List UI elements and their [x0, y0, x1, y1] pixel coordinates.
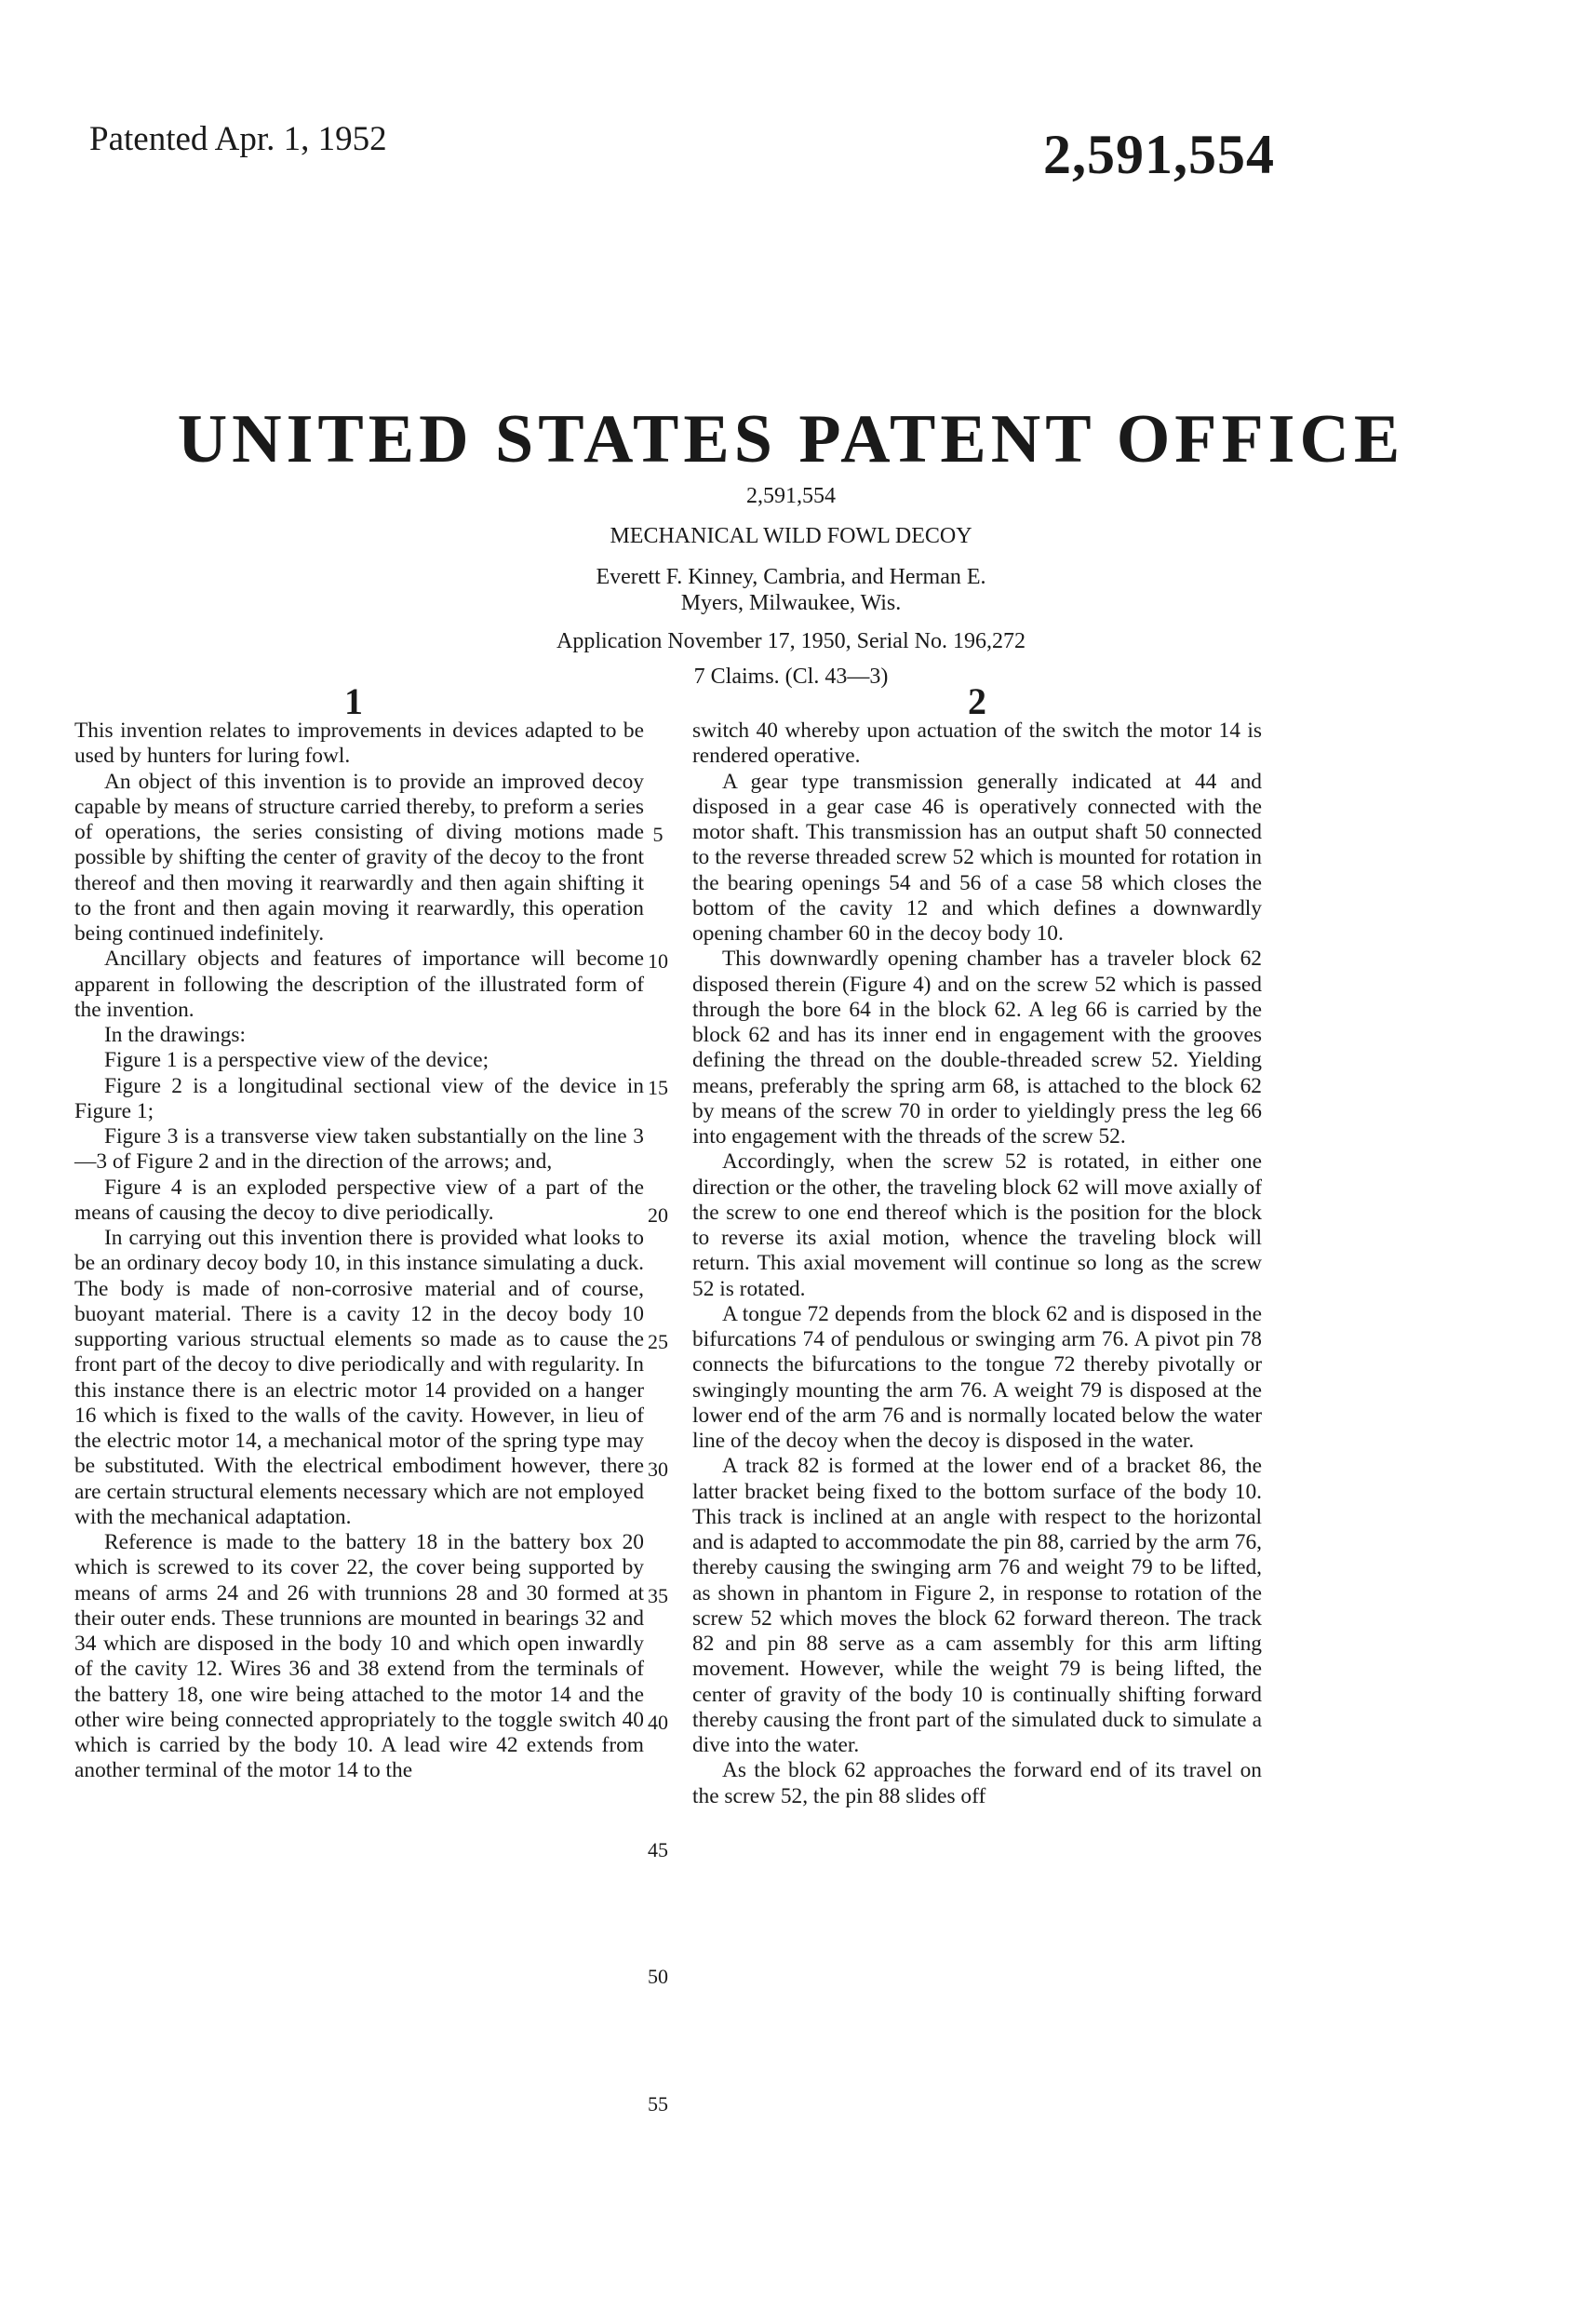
line-number-5: 5 [652, 823, 664, 846]
patented-date: Patented Apr. 1, 1952 [89, 120, 387, 158]
inventors-line-1: Everett F. Kinney, Cambria, and Herman E. [596, 565, 986, 589]
inventors [0, 564, 1582, 616]
line-number-55: 55 [648, 2092, 668, 2116]
patent-number: 2,591,554 [746, 484, 836, 508]
paragraph: A gear type transmission generally indicated at 44 and disposed in a gear case 46 is operatively connected with the motor shaft. This transmission has an output shaft 50 connected to the reverse threaded screw 52 which is mounted for rotation in the bearing openings 54 and 56 of a case 58 which closes the bottom of the cavity 12 and which defines a downwardly opening chamber 60 in the decoy body 10. [692, 769, 1262, 946]
paragraph: This invention relates to improvements in devices adapted to be used by hunters for luring fowl. [74, 719, 644, 769]
text-column-1 [74, 719, 644, 1784]
claims-line: 7 Claims. (Cl. 43—3) [693, 665, 889, 689]
office-heading: UNITED STATES PATENT OFFICE [177, 401, 1405, 477]
paragraph: An object of this invention is to provide an improved decoy capable by means of structure carried thereby, to preform a series of operations, the series consisting of diving motions made possible by shifting the center of gravity of the decoy to the front thereof and then moving it rearwardly and then again shifting it to the front and then again moving it rearwardly, this operation being continued indefinitely. [74, 769, 644, 946]
line-number-50: 50 [648, 1965, 668, 1988]
paragraph: Figure 2 is a longitudinal sectional view of the device in Figure 1; [74, 1073, 644, 1123]
line-number-20: 20 [648, 1203, 668, 1227]
paragraph: Figure 1 is a perspective view of the device; [104, 1048, 489, 1073]
column-number-2: 2 [968, 680, 986, 722]
line-number-40: 40 [648, 1711, 668, 1734]
paragraph: In carrying out this invention there is provided what looks to be an ordinary decoy body 10, in this instance simulating a duck. The body is made of non-corrosive material and of course, buoyant material. There is a cavity 12 in the decoy body 10 supporting various structual elements so made as to cause the front part of the decoy to dive periodically and with regularity. In this instance there is an electric motor 14 provided on a hanger 16 which is fixed to the walls of the cavity. However, in lieu of the electric motor 14, a mechanical motor of the spring type may be substituted. With the electrical embodiment however, there are certain structural elements necessary which are not employed with the mechanical adaptation. [74, 1226, 644, 1529]
paragraph: Reference is made to the battery 18 in the battery box 20 which is screwed to its cover 22, the cover being supported by means of arms 24 and 26 with trunnions 28 and 30 formed at their outer ends. These trunnions are mounted in bearings 32 and 34 which are disposed in the body 10 and which open inwardly of the cavity 12. Wires 36 and 38 extend from the terminals of the battery 18, one wire being attached to the motor 14 and the other wire being connected appropriately to the toggle switch 40 which is carried by the body 10. A lead wire 42 extends from another terminal of the motor 14 to the [74, 1530, 644, 1783]
paragraph: A track 82 is formed at the lower end of a bracket 86, the latter bracket being fixed to the bottom surface of the body 10. This track is inclined at an angle with respect to the horizontal and is adapted to accommodate the pin 88, carried by the arm 76, thereby causing the swinging arm 76 and weight 79 to be lifted, as shown in phantom in Figure 2, in response to rotation of the screw 52 which moves the block 62 forward thereon. The track 82 and pin 88 serve as a cam assembly for this arm lifting movement. However, while the weight 79 is being lifted, the center of gravity of the body 10 is continually shifting forward thereby causing the front part of the simulated duck to simulate a dive into the water. [692, 1454, 1262, 1757]
application-line: Application November 17, 1950, Serial No. 196,272 [556, 629, 1026, 653]
inventors-line-2: Myers, Milwaukee, Wis. [680, 591, 902, 615]
patent-number-header: 2,591,554 [1043, 124, 1275, 185]
paragraph: Accordingly, when the screw 52 is rotated, in either one direction or the other, the traveling block 62 will move axially of the screw to one end thereof which is the position for the block to reverse its axial motion, whence the traveling block will return. This axial movement will continue so long as the screw 52 is rotated. [692, 1149, 1262, 1301]
line-number-45: 45 [648, 1838, 668, 1861]
line-number-35: 35 [648, 1584, 668, 1607]
patent-title: MECHANICAL WILD FOWL DECOY [610, 524, 972, 548]
paragraph: A tongue 72 depends from the block 62 and is disposed in the bifurcations 74 of pendulous or swinging arm 76. A pivot pin 78 connects the bifurcations to the tongue 72 thereby pivotally or swingingly mounting the arm 76. A weight 79 is disposed at the lower end of the arm 76 and is normally located below the water line of the decoy when the decoy is disposed in the water. [692, 1301, 1262, 1453]
line-number-15: 15 [648, 1076, 668, 1099]
paragraph: In the drawings: [104, 1023, 247, 1047]
line-number-10: 10 [648, 949, 668, 973]
paragraph: switch 40 whereby upon actuation of the switch the motor 14 is rendered operative. [692, 719, 1262, 769]
paragraph: This downwardly opening chamber has a traveler block 62 disposed therein (Figure 4) and on the screw 52 which is passed through the bore 64 in the block 62. A leg 66 is carried by the block 62 and has its inner end in engagement with the grooves defining the thread on the double-threaded screw 52. Yielding means, preferably the spring arm 68, is attached to the block 62 by means of the screw 70 in order to yieldingly press the leg 66 into engagement with the threads of the screw 52. [692, 947, 1262, 1149]
line-number-25: 25 [648, 1330, 668, 1353]
paragraph: Figure 4 is an exploded perspective view of a part of the means of causing the decoy to dive periodically. [74, 1175, 644, 1225]
paragraph: As the block 62 approaches the forward end of its travel on the screw 52, the pin 88 slides off [692, 1758, 1262, 1808]
paragraph: Figure 3 is a transverse view taken substantially on the line 3—3 of Figure 2 and in the direction of the arrows; and, [74, 1124, 644, 1175]
line-number-30: 30 [648, 1458, 668, 1481]
paragraph: Ancillary objects and features of importance will become apparent in following the description of the illustrated form of the invention. [74, 947, 644, 1022]
column-number-1: 1 [344, 680, 363, 722]
text-column-2 [692, 719, 1262, 1809]
